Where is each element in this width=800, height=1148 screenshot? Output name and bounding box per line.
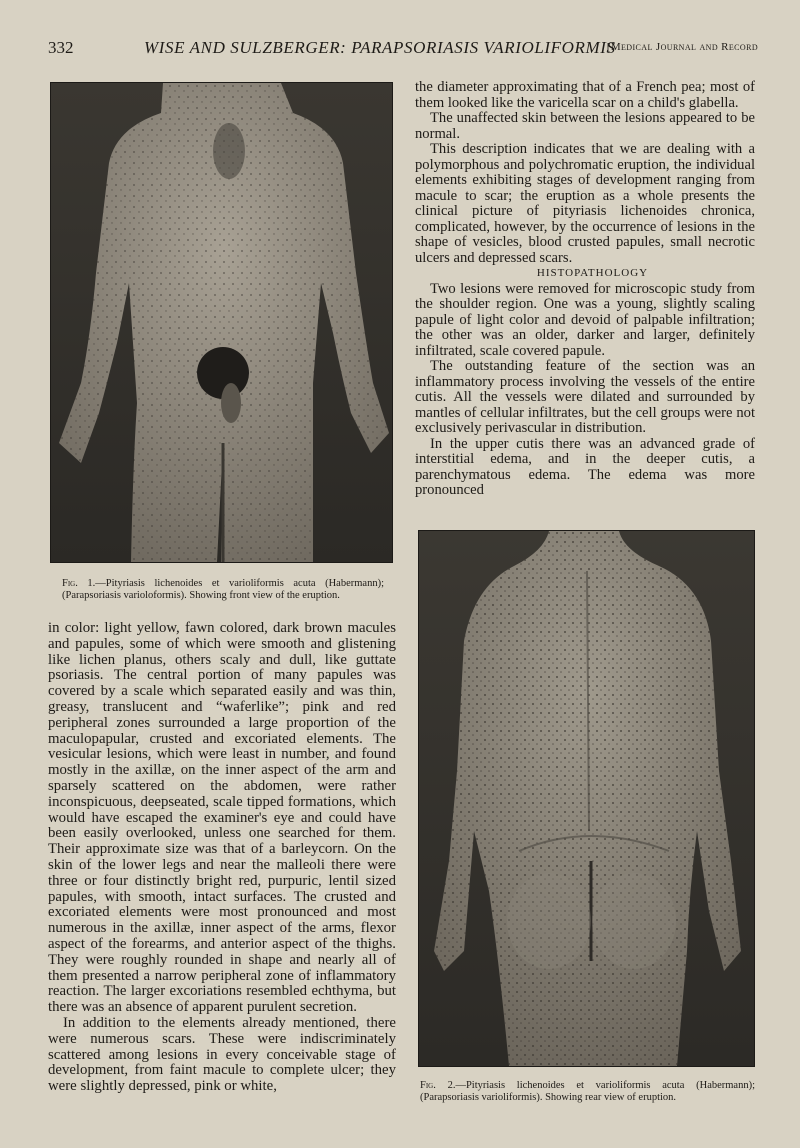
figure-1-illustration — [51, 83, 392, 562]
running-title: WISE AND SULZBERGER: PARAPSORIASIS VARIOLIFORMIS — [144, 38, 616, 57]
paragraph: in color: light yellow, fawn colored, dark brown macules and papules, some of which were smooth and glistening like lichen planus, others scaly and dull, like guttate psoriasis. The central portion of many papules was covered by a scale which separated easily and was thin, greasy, translucent and “waferlike”; pink and red peripheral zones surrounded a large proportion of the maculopapular, crusted and excoriated elements. The vesicular lesions, which were least in number, and found mostly in the axillæ, on the inner aspect of the arm and sparsely scattered on the abdomen, were rather inconspicuous, deepseated, scale tipped formations, which would have escaped the examiner's eye and could have been easily overlooked, unless one searched for them. Their approximate size was that of a barleycorn. On the skin of the lower legs and near the malleoli there were three or four distinctly bright red, purpuric, lentil sized papules, with smooth, intact surfaces. The crusted and excoriated elements were most pronounced and most numerous in the axillæ, inner aspect of the arms, flexor aspect of the forearms, and anterior aspect of the thighs. They were roughly rounded in shape and nearly all of them presented a narrow peripheral zone of inflammatory reaction. The larger excoriations resembled echthyma, but there was an absence of apparent purulent secretion. — [48, 620, 396, 1016]
figure-1-photo — [50, 82, 393, 563]
paragraph: the diameter approximating that of a French pea; most of them looked like the varicella scar on a child's glabella. — [415, 79, 755, 111]
page-header — [48, 38, 758, 62]
paragraph: The outstanding feature of the section was an inflammatory process involving the vessels of the entire cutis. All the vessels were dilated and surrounded by mantles of cellular infiltrates, but the cell groups were not exclusively perivascular in distribution. — [415, 358, 755, 436]
right-column-top — [415, 80, 755, 499]
figure-2-photo — [418, 530, 755, 1067]
paragraph: Two lesions were removed for microscopic study from the shoulder region. One was a young, slightly scaling papule of light color and devoid of palpable infiltration; the other was an older, darker and larger, definitely infiltrated, scale covered papule. — [415, 280, 755, 359]
page-number: 332 — [48, 38, 74, 57]
figure-1-label: Fig. 1. — [62, 578, 96, 589]
paragraph: This description indicates that we are dealing with a polymorphous and polychromatic eruption, the individual elements exhibiting stages of development ranging from macule to scar; the eruption as a whole presents the clinical picture of pityriasis lichenoides chronica, complicated, however, by the occurrence of lesions in the shape of vesicles, blood crusted papules, small necrotic ulcers and depressed scars. — [415, 141, 755, 266]
paragraph: In addition to the elements already mentioned, there were numerous scars. These were indiscriminately scattered among lesions in every conceivable stage of development, from faint macule to complete ulcer; they were slightly depressed, pink or white, — [48, 1014, 396, 1095]
paragraph: The unaffected skin between the lesions appeared to be normal. — [415, 110, 755, 142]
paragraph: In the upper cutis there was an advanced grade of interstitial edema, and in the deeper cutis, a parenchymatous edema. The edema was more pronounced — [415, 435, 755, 498]
figure-2-illustration — [419, 531, 754, 1066]
figure-2-caption-text: —Pityriasis lichenoides et varioliformis acuta (Habermann); (Parapsoriasis varioliformis). Showing rear view of eruption. — [420, 1080, 755, 1103]
figure-1-caption-text: —Pityriasis lichenoides et varioliformis acuta (Habermann); (Parapsoriasis varioloformis). Showing front view of the eruption. — [62, 578, 384, 601]
figure-2-label: Fig. 2. — [420, 1080, 456, 1091]
figure-1-caption — [62, 578, 384, 602]
figure-2-caption — [420, 1080, 755, 1104]
section-heading: HISTOPATHOLOGY — [536, 267, 649, 279]
journal-name: [Medical Journal and Record — [606, 41, 758, 53]
left-column-text — [48, 621, 396, 1095]
